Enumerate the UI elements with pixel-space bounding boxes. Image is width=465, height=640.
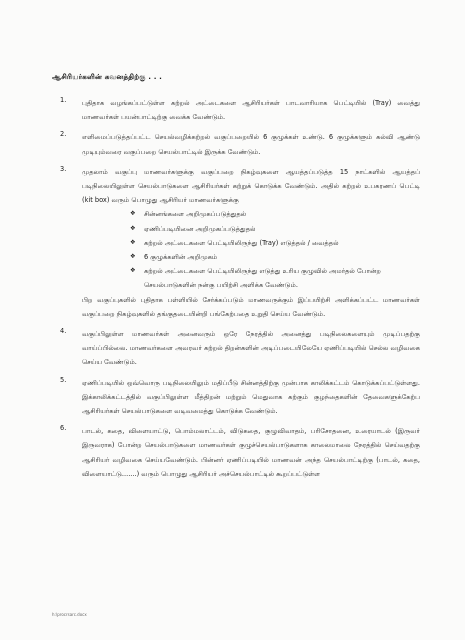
item-number: 5. (60, 375, 67, 384)
list-item-3 (60, 165, 420, 321)
bullet-text: 6 குழுக்களின் அறிமுகம் (144, 253, 218, 262)
item-number: 6. (60, 424, 67, 433)
bullet-item (130, 207, 420, 221)
item-text: ஏணிப்படியில் ஒவ்வொரு படிநிலையிலும் மதிப்பீடு சின்னத்திற்கு முன்பாக காலிக்கட்டம் கொடுக்கப்பட்டுள்ளது. இக்காலிக்கட்டத்தில் வகுப்பிலுள்ள மீத்திறன் மற்றும் மெதுவாக கற்கும் குழந்தைகளின் தேவைகளுக்கேற்ப ஆசிரியர்கள் செயல்பாடுகளை வடிவமைத்து கொடுக்க வேண்டும். (82, 378, 420, 416)
page-title: ஆசிரியர்களின் கவனத்திற்கு . . . (52, 72, 162, 81)
list-item-2 (60, 130, 420, 158)
bullet-item (130, 250, 420, 264)
diamond-bullet-icon: ❖ (130, 253, 136, 261)
item-number: 3. (60, 164, 67, 173)
bullet-item (130, 264, 420, 292)
item-text: வகுப்பிலுள்ள மாணவர்கள் அனைவரும் ஒரே நேரத்தில் அனைத்து படிநிலைகளையும் முடிப்பதற்கு வாய்ப்பில்லை. மாணவர்களை அவரவர் கற்றல் திறன்களின் அடிப்படையிலேயே ஏணிப்படியில் செல்ல வழிவகை செய்ய வேண்டும். (82, 330, 421, 367)
list-item-1 (60, 96, 420, 124)
diamond-bullet-icon: ❖ (130, 238, 136, 246)
item-number: 2. (60, 130, 67, 139)
item-text: புதிதாக வழங்கப்பட்டுள்ள கற்றல் அட்டைகளை ஆசிரியர்கள் பாடவாரியாக பெட்டியில் (Tray) வைத்து மாணவர்கள் பயன்பாட்டிற்கு வைக்க வேண்டும். (82, 99, 420, 122)
bullet-item (130, 222, 420, 236)
bullet-text: சின்னங்களை அறிமுகப்படுத்துதல் (144, 210, 247, 219)
bullet-text: கற்றல் அட்டைகளை பெட்டியிலிருந்து எடுத்து உரிய குழுவில் அமர்தல் போன்ற செயல்பாடுகளின் நன்கு பயிற்சி அளிக்க வேண்டும். (144, 267, 381, 290)
list-item-6 (60, 424, 420, 481)
bullet-text: ஏணிப்படியினை அறிமுகப்படுத்துதல் (144, 224, 256, 233)
diamond-bullet-icon: ❖ (130, 210, 136, 218)
diamond-bullet-icon: ❖ (130, 267, 136, 275)
item-text: பாடல், கதை, விளையாட்டு, பொம்மலாட்டம், விடுகதை, குழுவிவாதம், பரிசோதனை, உரையாடல் (இருவர் இருவராக) போன்ற செயல்பாடுகளை மாணவர்கள் குழுச்செயல்பாடுகளாக காலைமாலை நேரத்தில் செய்வதற்கு ஆசிரியர் வழிவகை செய்யவேண்டும். பின்னர் ஏணிப்படியில் மாணவன் அந்த செயல்பாட்டிற்கு (பாடல், கதை, விளையாட்டு.......) வரும் பொழுது ஆசிரியர் அச்செயல்பாட்டில் கூறப்பட்டுள்ள (82, 427, 420, 478)
list-item-4 (60, 327, 420, 370)
bullet-text: கற்றல் அட்டைகளை பெட்டியிலிருந்து (Tray) எடுத்தல் / வைத்தல் (144, 238, 339, 247)
file-path-footer: h:\procrsarc.docx (52, 612, 87, 617)
item-followup-text: பிற வகுப்புகளில் புதிதாக பள்ளியில் சேர்க்கப்படும் மாணவருக்கும் இப்பயிற்சி அளிக்கப்பட்ட மாணவர்கள் வகுப்பறை நிகழ்வுகளில் தங்குதடையின்றி பங்கேற்பதை உறுதி செய்ய வேண்டும். (82, 295, 420, 318)
instruction-list (60, 96, 420, 487)
item-number: 1. (60, 96, 67, 104)
item-text: முதலாம் வகுப்பு மாணவர்களுக்கு வகுப்பறை நிகழ்வுகளை ஆயத்தப்படுத்த 15 நாட்களில் ஆயத்தப் படிநிலையிலுள்ள செயல்பாடுகளை ஆசிரியர்கள் கற்றுக் கொடுக்க வேண்டும். அதில் கற்றல் உபகரணப் பெட்டி (kit box) வரும் பொழுது ஆசிரியர் மாணவர்களுக்கு (82, 167, 420, 205)
item-text: எளிமைப்படுத்தப்பட்ட செயல்வழிக்கற்றல் வகுப்பறையில் 6 குழுக்கள் உண்டு. 6 குழுக்களும் கல்வி ஆண்டு முடியும்வரை வகுப்பறை செயல்பாட்டில் இருக்க வேண்டும். (82, 133, 420, 156)
list-item-5 (60, 376, 420, 419)
item-number: 4. (60, 327, 67, 336)
bullet-item (130, 236, 420, 250)
diamond-bullet-icon: ❖ (130, 224, 136, 232)
bullet-list (130, 207, 420, 292)
